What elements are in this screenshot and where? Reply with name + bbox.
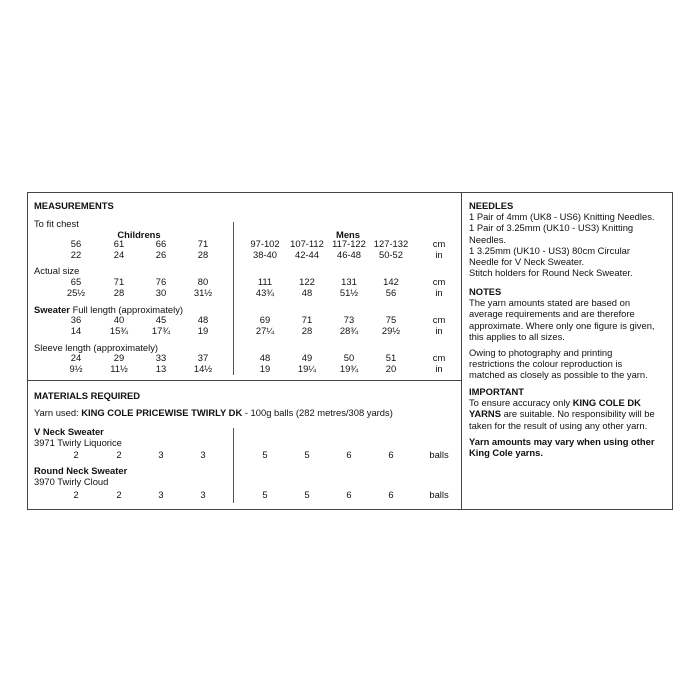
- sleeve-cm-value: 48: [259, 352, 271, 363]
- important-heading: IMPORTANT: [469, 386, 525, 397]
- important-line: taken for the result of using any other yarn.: [469, 419, 648, 431]
- actual-in-value: 48: [301, 287, 313, 298]
- actual-cm-value: 131: [341, 276, 357, 287]
- sweater-label-bold: Sweater: [34, 304, 70, 315]
- sleeve-in-value: 20: [385, 363, 397, 374]
- round-balls-value: 2: [73, 489, 79, 500]
- childrens-heading: Childrens: [117, 229, 161, 240]
- length-in-value: 29½: [381, 325, 401, 336]
- needles-line: Needle for V Neck Sweater.: [469, 256, 585, 268]
- chest-in-unit: in: [435, 249, 443, 260]
- sleeve-in-value: 9½: [69, 363, 83, 374]
- needles-line: Needles.: [469, 233, 507, 245]
- sleeve-in-unit: in: [435, 363, 443, 374]
- actual-cm-value: 80: [197, 276, 209, 287]
- chest-cm-value: 127-132: [373, 238, 409, 249]
- chest-in-value: 28: [197, 249, 209, 260]
- chest-cm-value: 56: [70, 238, 82, 249]
- round-balls-value: 6: [388, 489, 394, 500]
- section-divider: [27, 380, 462, 381]
- size-group-separator: [233, 222, 234, 375]
- vneck-balls-unit: balls: [429, 449, 449, 460]
- notes-line: Owing to photography and printing: [469, 347, 613, 359]
- length-in-value: 15¾: [109, 325, 129, 336]
- needles-line: 1 Pair of 4mm (UK8 - US6) Knitting Needles.: [469, 211, 655, 223]
- actual-in-value: 28: [113, 287, 125, 298]
- needles-line: 1 3.25mm (UK10 - US3) 80cm Circular: [469, 244, 630, 256]
- vneck-balls-value: 5: [304, 449, 310, 460]
- sleeve-cm-value: 50: [343, 352, 355, 363]
- yarn-name: KING COLE PRICEWISE TWIRLY DK: [81, 407, 243, 418]
- length-in-unit: in: [435, 325, 443, 336]
- vneck-balls-value: 3: [158, 449, 164, 460]
- chest-in-value: 42-44: [295, 249, 319, 260]
- notes-heading: NOTES: [469, 286, 502, 297]
- yarn-used-prefix: Yarn used:: [34, 407, 79, 418]
- sleeve-cm-value: 49: [301, 352, 313, 363]
- length-cm-value: 75: [385, 314, 397, 325]
- sleeve-in-value: 19¾: [339, 363, 359, 374]
- notes-line: restrictions the colour reproduction is: [469, 358, 623, 370]
- sleeve-in-value: 19¼: [297, 363, 317, 374]
- actual-cm-unit: cm: [432, 276, 446, 287]
- column-divider: [461, 192, 462, 510]
- chest-cm-value: 66: [155, 238, 167, 249]
- actual-in-value: 51½: [339, 287, 359, 298]
- needles-line: 1 Pair of 3.25mm (UK10 - US3) Knitting: [469, 222, 634, 234]
- length-cm-value: 40: [113, 314, 125, 325]
- notes-line: matched as closely as possible to the yarn.: [469, 369, 648, 381]
- actual-cm-value: 111: [257, 276, 273, 287]
- materials-size-separator: [233, 428, 234, 503]
- chest-cm-value: 61: [113, 238, 125, 249]
- sleeve-cm-value: 37: [197, 352, 209, 363]
- vneck-balls-value: 2: [116, 449, 122, 460]
- actual-in-unit: in: [435, 287, 443, 298]
- length-cm-value: 73: [343, 314, 355, 325]
- actual-cm-value: 71: [113, 276, 125, 287]
- important-line1-bold: KING COLE DK: [572, 397, 641, 409]
- vneck-balls-value: 6: [346, 449, 352, 460]
- sleeve-in-value: 14½: [193, 363, 213, 374]
- vneck-balls-value: 3: [200, 449, 206, 460]
- important-note: Yarn amounts may vary when using other: [469, 435, 655, 447]
- round-balls-value: 6: [346, 489, 352, 500]
- actual-in-value: 30: [155, 287, 167, 298]
- chest-cm-value: 97-102: [250, 238, 280, 249]
- chest-in-value: 46-48: [337, 249, 361, 260]
- vneck-shade: 3971 Twirly Liquorice: [34, 437, 122, 448]
- length-in-value: 19: [197, 325, 209, 336]
- actual-in-value: 31½: [193, 287, 213, 298]
- chest-cm-value: 107-112: [290, 238, 324, 249]
- actual-size-label: Actual size: [34, 265, 80, 276]
- chest-in-value: 22: [70, 249, 82, 260]
- round-balls-value: 2: [116, 489, 122, 500]
- important-line1-pre: To ensure accuracy only: [469, 397, 573, 409]
- notes-line: approximate. Where only one figure is given,: [469, 319, 655, 331]
- notes-line: average requirements and are therefore: [469, 308, 635, 320]
- sleeve-in-value: 11½: [110, 363, 128, 374]
- round-neck-shade: 3970 Twirly Cloud: [34, 476, 109, 487]
- sleeve-cm-value: 24: [70, 352, 82, 363]
- sleeve-cm-value: 51: [385, 352, 397, 363]
- round-balls-value: 3: [158, 489, 164, 500]
- materials-heading: MATERIALS REQUIRED: [34, 390, 141, 401]
- round-neck-heading: Round Neck Sweater: [34, 465, 128, 476]
- vneck-balls-value: 2: [73, 449, 79, 460]
- important-section: [469, 386, 669, 458]
- chest-in-value: 50-52: [379, 249, 403, 260]
- round-balls-value: 3: [200, 489, 206, 500]
- length-in-value: 17¾: [151, 325, 171, 336]
- actual-cm-value: 142: [383, 276, 399, 287]
- chest-cm-value: 117-122: [332, 238, 366, 249]
- round-balls-value: 5: [262, 489, 268, 500]
- chest-in-value: 26: [155, 249, 167, 260]
- sleeve-in-value: 19: [259, 363, 271, 374]
- actual-in-value: 25½: [66, 287, 86, 298]
- important-line2-bold: YARNS: [469, 408, 501, 420]
- notes-line: this applies to all sizes.: [469, 330, 565, 342]
- length-cm-value: 71: [301, 314, 313, 325]
- sleeve-cm-value: 33: [155, 352, 167, 363]
- actual-cm-value: 65: [70, 276, 82, 287]
- important-line: [469, 408, 669, 419]
- measurements-heading: MEASUREMENTS: [34, 200, 114, 211]
- chest-cm-unit: cm: [432, 238, 446, 249]
- mens-heading: Mens: [336, 229, 360, 240]
- length-cm-value: 36: [70, 314, 82, 325]
- chest-in-value: 24: [113, 249, 125, 260]
- sleeve-cm-unit: cm: [432, 352, 446, 363]
- yarn-used-line: [34, 407, 393, 418]
- needles-line: Stitch holders for Round Neck Sweater.: [469, 267, 633, 279]
- length-in-value: 14: [70, 325, 82, 336]
- important-line2-post: are suitable. No responsibility will be: [500, 408, 655, 420]
- chest-in-value: 38-40: [253, 249, 277, 260]
- vneck-balls-value: 6: [388, 449, 394, 460]
- sweater-label-rest: Full length (approximately): [72, 304, 184, 315]
- important-line: [469, 397, 669, 408]
- important-note: King Cole yarns.: [469, 447, 543, 459]
- needles-section: [469, 200, 669, 278]
- round-balls-unit: balls: [429, 489, 449, 500]
- length-in-value: 27¼: [255, 325, 275, 336]
- round-balls-value: 5: [304, 489, 310, 500]
- actual-cm-value: 76: [155, 276, 167, 287]
- actual-cm-value: 122: [299, 276, 315, 287]
- length-in-value: 28¾: [339, 325, 359, 336]
- to-fit-chest-label: To fit chest: [34, 218, 79, 229]
- vneck-balls-value: 5: [262, 449, 268, 460]
- sleeve-in-value: 13: [155, 363, 167, 374]
- length-cm-unit: cm: [432, 314, 446, 325]
- length-cm-value: 48: [197, 314, 209, 325]
- chest-cm-value: 71: [197, 238, 209, 249]
- sleeve-cm-value: 29: [113, 352, 125, 363]
- length-in-value: 28: [301, 325, 313, 336]
- notes-section: [469, 286, 669, 381]
- needles-heading: NEEDLES: [469, 200, 514, 211]
- yarn-suffix: - 100g balls (282 metres/308 yards): [242, 407, 393, 418]
- length-cm-value: 45: [155, 314, 167, 325]
- sleeve-length-label: Sleeve length (approximately): [34, 342, 159, 353]
- actual-in-value: 43¾: [255, 287, 275, 298]
- notes-line: The yarn amounts stated are based on: [469, 297, 631, 309]
- length-cm-value: 69: [259, 314, 271, 325]
- vneck-heading: V Neck Sweater: [34, 426, 104, 437]
- actual-in-value: 56: [385, 287, 397, 298]
